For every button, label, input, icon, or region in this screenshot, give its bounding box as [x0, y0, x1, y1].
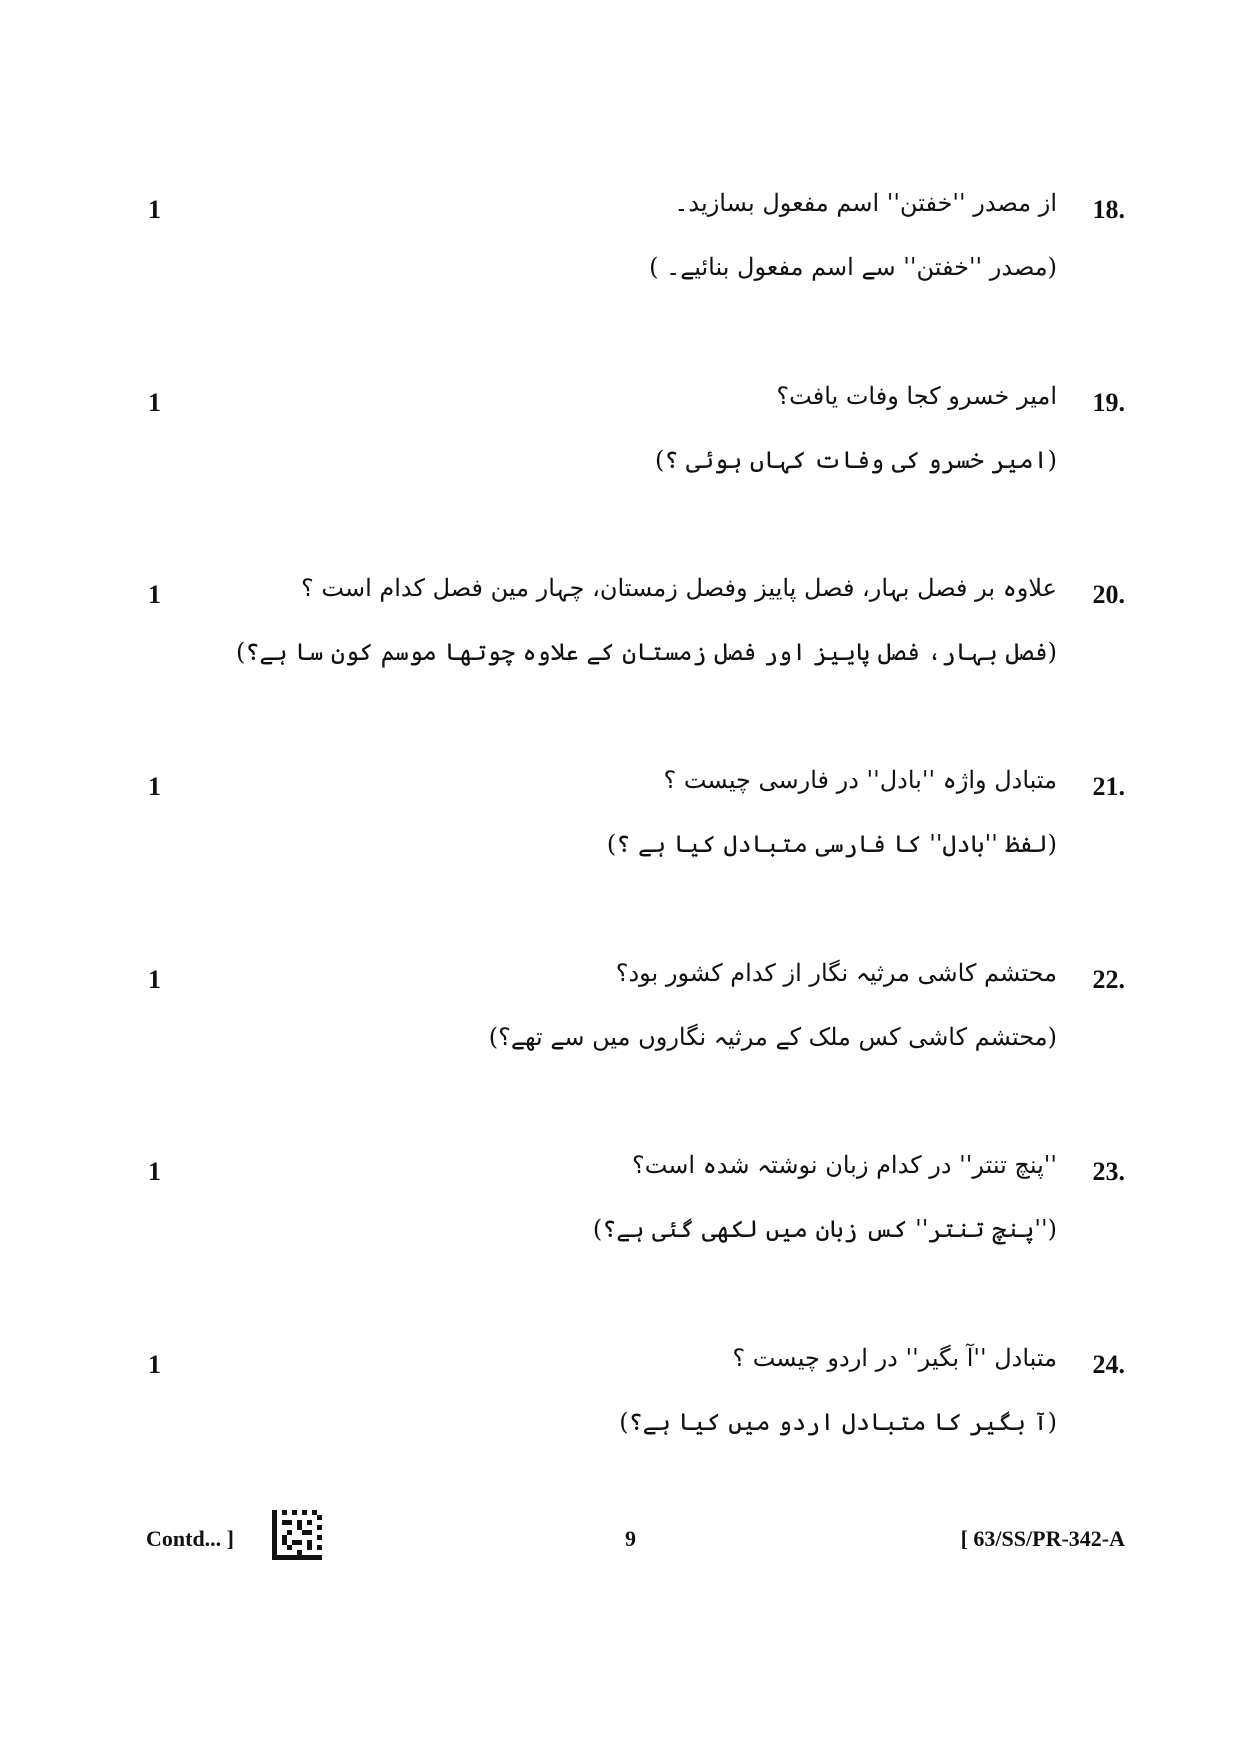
question-marks: 1: [148, 195, 161, 224]
question-text-persian: از مصدر ''خفتن'' اسم مفعول بسازید۔: [674, 189, 1057, 217]
question-number: 18.: [1092, 195, 1125, 224]
page-number: 9: [625, 1526, 636, 1551]
question-18: [140, 189, 1125, 335]
question-marks: 1: [148, 1157, 161, 1186]
question-text-urdu: (لفظ ''بادل'' کا فارسی متبادل کیا ہے ؟): [606, 830, 1057, 858]
question-text-urdu: (محتشم کاشی کس ملک کے مرثیہ نگاروں میں سے تھے؟): [488, 1023, 1057, 1051]
question-marks: 1: [148, 772, 161, 801]
question-number: 23.: [1092, 1157, 1125, 1186]
question-20: [140, 574, 1125, 720]
qr-code-icon: [272, 1510, 322, 1560]
question-text-urdu: (مصدر ''خفتن'' سے اسم مفعول بنائیے۔ ): [649, 253, 1057, 281]
question-text-urdu: (امیر خسرو کی وفات کہاں ہوئی ؟): [655, 446, 1057, 474]
question-text-persian: علاوہ بر فصل بہار، فصل پاییز وفصل زمستان، چہار مین فصل کدام است ؟: [301, 574, 1057, 602]
question-text-urdu: (آ بگیر کا متبادل اردو میں کیا ہے؟): [619, 1408, 1057, 1436]
question-text-persian: متبادل واژہ ''بادل'' در فارسی چیست ؟: [663, 766, 1057, 794]
question-text-persian: متبادل ''آ بگیر'' در اردو چیست ؟: [732, 1344, 1057, 1372]
question-text-urdu: (''پنچ تنتر'' کس زبان میں لکھی گئی ہے؟): [592, 1215, 1057, 1243]
question-22: [140, 959, 1125, 1105]
question-text-persian: امیر خسرو کجا وفات یافت؟: [776, 382, 1057, 410]
question-19: [140, 382, 1125, 528]
question-marks: 1: [148, 580, 161, 609]
question-marks: 1: [148, 388, 161, 417]
question-marks: 1: [148, 1350, 161, 1379]
question-number: 24.: [1092, 1350, 1125, 1379]
question-marks: 1: [148, 965, 161, 994]
question-number: 20.: [1092, 580, 1125, 609]
question-number: 21.: [1092, 772, 1125, 801]
paper-code: [ 63/SS/PR-342-A: [960, 1526, 1125, 1551]
question-text-urdu: (فصل بہار، فصل پاییز اور فصل زمستان کے علاوہ چوتھا موسم کون سا ہے؟): [235, 638, 1057, 666]
page-footer: [140, 1508, 1125, 1568]
question-21: [140, 766, 1125, 912]
question-number: 22.: [1092, 965, 1125, 994]
question-24: [140, 1344, 1125, 1490]
continued-label: Contd... ]: [146, 1526, 235, 1551]
question-23: [140, 1151, 1125, 1297]
question-text-persian: محتشم کاشی مرثیہ نگار از کدام کشور بود؟: [615, 959, 1057, 987]
question-number: 19.: [1092, 388, 1125, 417]
question-text-persian: ''پنچ تنتر'' در کدام زبان نوشتہ شدہ است؟: [632, 1151, 1057, 1179]
